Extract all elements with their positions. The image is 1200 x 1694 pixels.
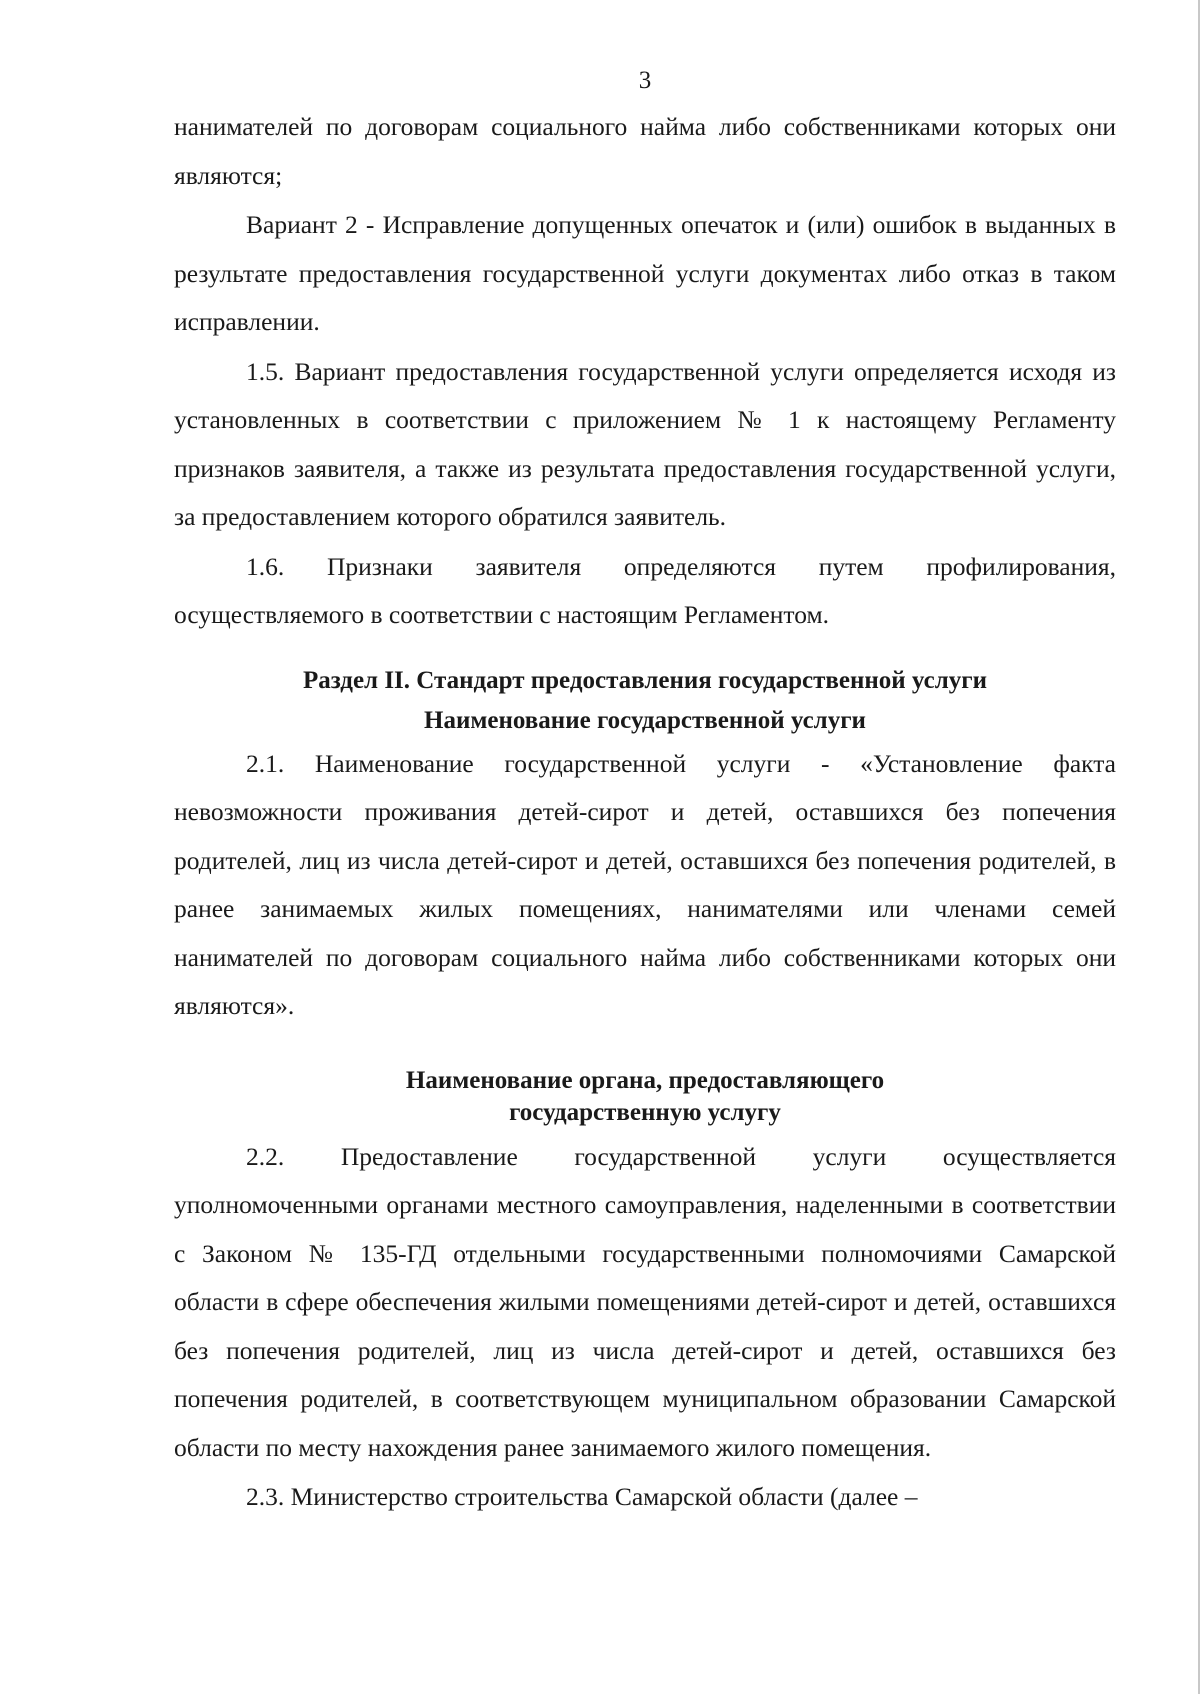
- section-heading: Раздел II. Стандарт предоставления государственной услуги: [302, 666, 988, 694]
- subheading-organ-line1: Наименование органа, предоставляющего: [405, 1066, 885, 1094]
- paragraph-2-1: 2.1. Наименование государственной услуги - «Установление факта невозможности проживания детей-сирот и детей, оставшихся без попечения родителей, лиц из числа детей-сирот и детей, оставшихся без попечения родителей, в ранее занимаемых жилых помещениях, нанимателями или членами семей нанимателей по договорам социального найма либо собственниками которых они являются».: [174, 748, 1116, 1020]
- paragraph-variant-2: Вариант 2 - Исправление допущенных опечаток и (или) ошибок в выданных в результате предоставления государственной услуги документах либо отказ в таком исправлении.: [174, 210, 1116, 336]
- subheading-organ-line2: государственную услугу: [509, 1098, 781, 1126]
- paragraph-1-5: 1.5. Вариант предоставления государственной услуги определяется исходя из установленных в соответствии с приложением № 1 к настоящему Регламенту признаков заявителя, а также из результата предоставления государственной услуги, за предоставлением которого обратился заявитель.: [174, 356, 1116, 531]
- page-number: 3: [638, 67, 652, 94]
- paragraph-1-6: 1.6. Признаки заявителя определяются путем профилирования, осуществляемого в соответствии с настоящим Регламентом.: [174, 551, 1116, 629]
- subheading-organ: [174, 1065, 1116, 1129]
- paragraph-2-3: 2.3. Министерство строительства Самарской области (далее –: [246, 1482, 918, 1511]
- document-body: [174, 103, 1116, 1522]
- subheading-service-name: Наименование государственной услуги: [424, 706, 866, 734]
- paragraph-continuation: нанимателей по договорам социального найма либо собственниками которых они являются;: [174, 112, 1116, 190]
- paragraph-2-2: 2.2. Предоставление государственной услуги осуществляется уполномоченными органами местного самоуправления, наделенными в соответствии с Законом № 135-ГД отдельными государственными полномочиями Самарской области в сфере обеспечения жилыми помещениями детей-сирот и детей, оставшихся без попечения родителей, лиц из числа детей-сирот и детей, оставшихся без попечения родителей, в соответствующем муниципальном образовании Самарской области по месту нахождения ранее занимаемого жилого помещения.: [174, 1141, 1116, 1462]
